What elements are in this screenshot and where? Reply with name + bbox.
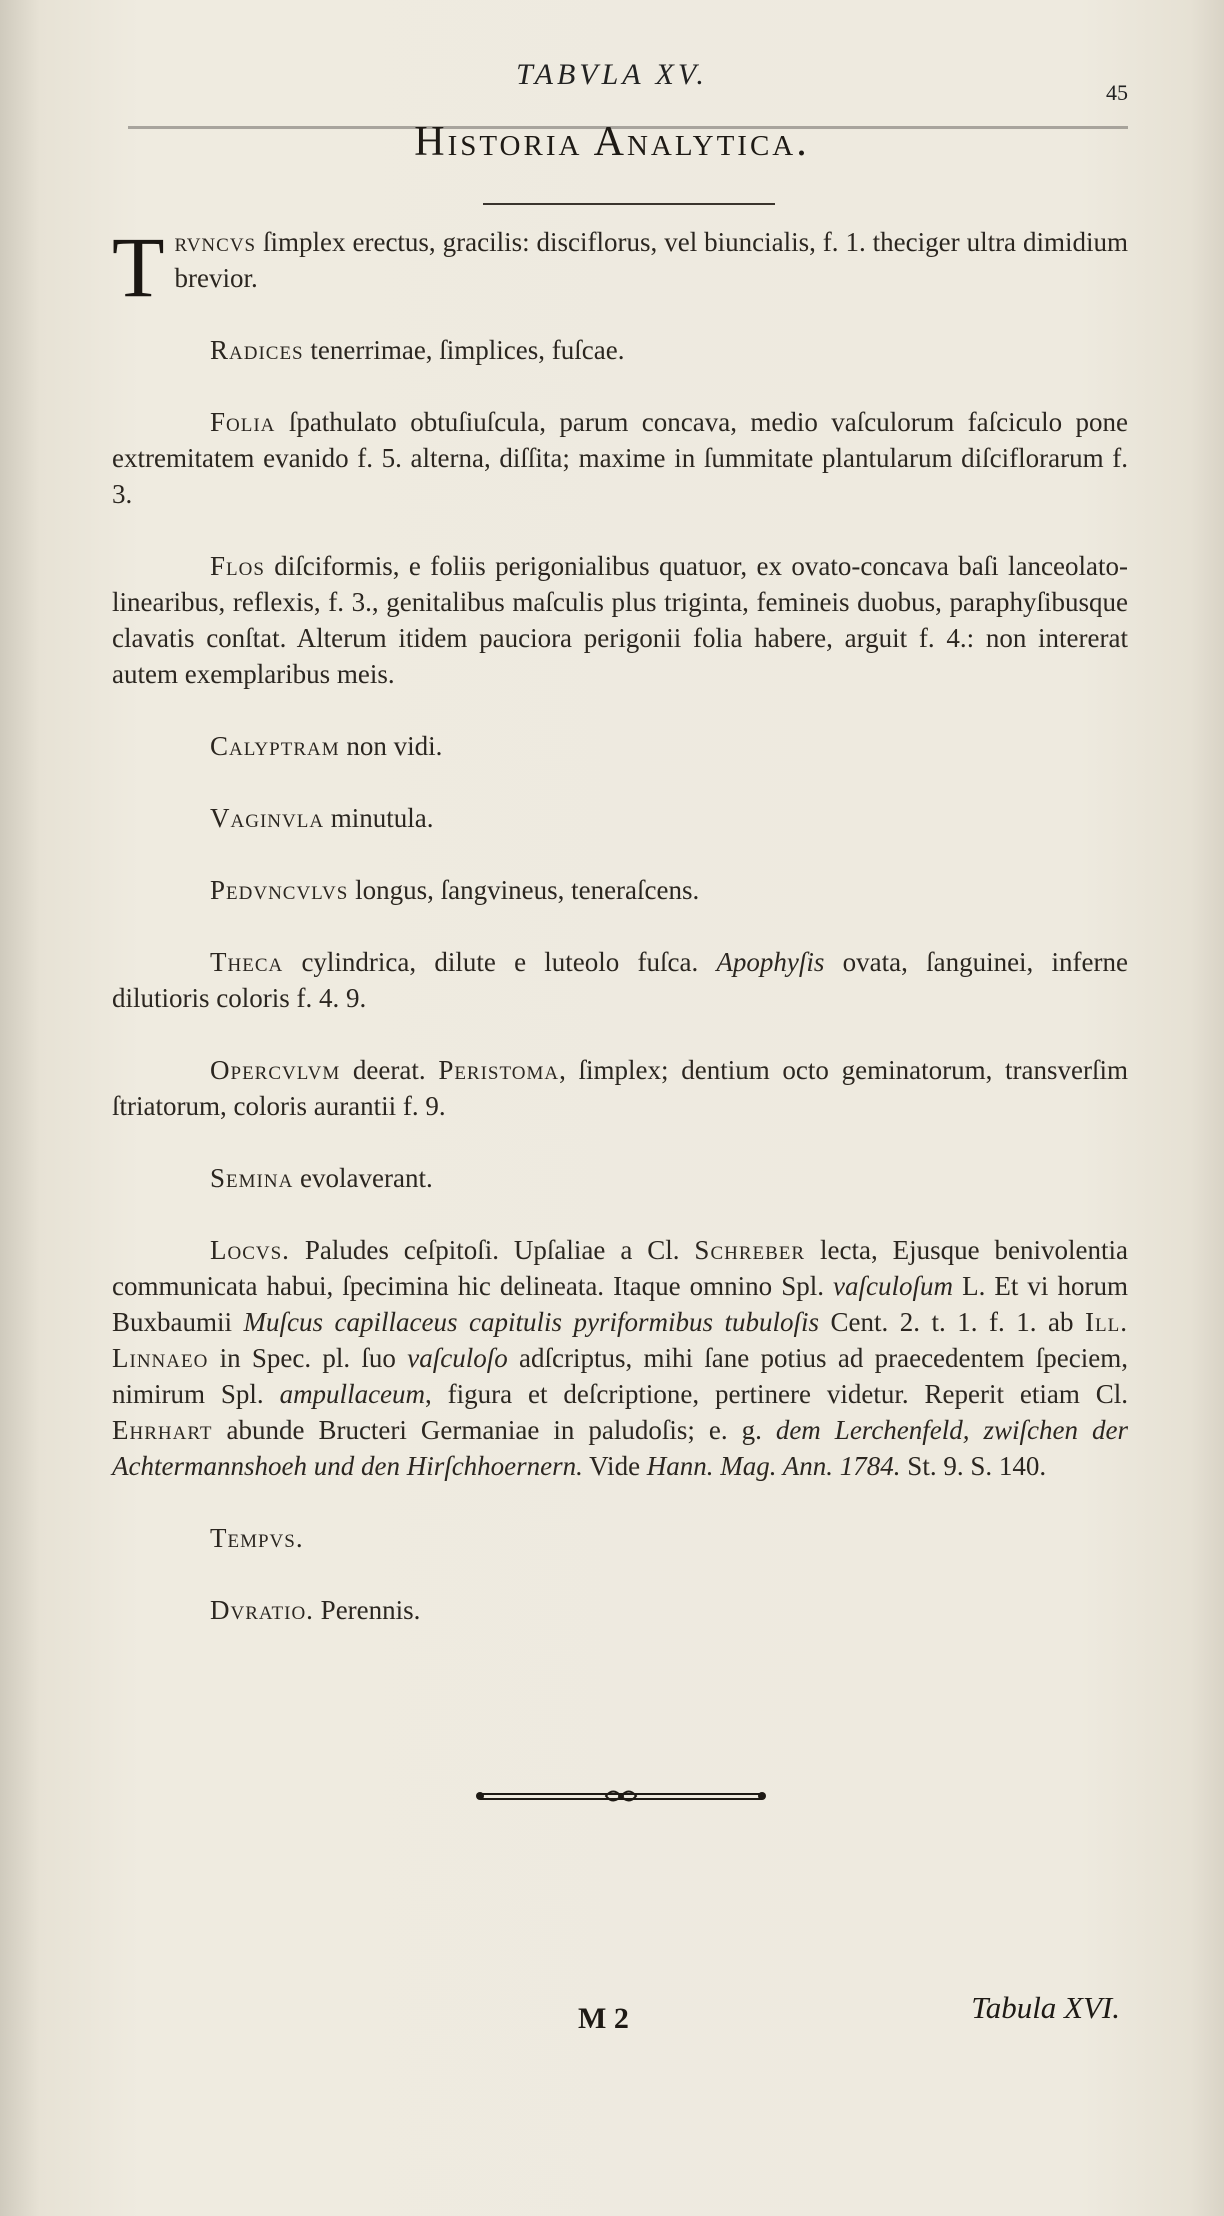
- italic-term: ampullaceum: [279, 1379, 426, 1409]
- lead-word: rvncvs: [174, 227, 257, 257]
- lead-word: Peristoma: [438, 1055, 560, 1085]
- paragraph-text: diſciformis, e foliis perigonialibus quatuor, ex ovato-concava baſi lanceolato-linearibus, reflexis, f. 3., genitalibus maſculis plus triginta, femineis duobus, paraphyſibusque clavatis conſtat. Alterum itidem pauciora perigonii folia habere, arguit f. 4.: non intererat autem exemplaribus meis.: [112, 551, 1128, 689]
- catchword: Tabula XVI.: [971, 1990, 1120, 2025]
- lead-word: Tempvs.: [210, 1523, 304, 1553]
- paragraph-text: , figura et deſcriptione, pertinere videtur. Reperit etiam Cl.: [425, 1379, 1128, 1409]
- page-title: Historia Analytica.: [414, 119, 810, 165]
- italic-term: vaſculoſum: [833, 1271, 954, 1301]
- paragraph-text: minutula.: [324, 803, 434, 833]
- paragraph-text: abunde Bructeri Germaniae in paludoſis; e. g.: [212, 1415, 776, 1445]
- lead-word: Dvratio.: [210, 1595, 314, 1625]
- main-text: [112, 219, 1129, 1664]
- paragraph-text: ovata, ſanguinei, inferne dilutioris coloris f. 4. 9.: [112, 947, 1128, 1013]
- paragraph-calyptram: [112, 728, 1128, 764]
- italic-term: Hann. Mag. Ann. 1784.: [646, 1451, 901, 1481]
- lead-word: Pedvncvlvs: [210, 875, 349, 905]
- page-number: 45: [1106, 80, 1128, 105]
- paragraph-text: cylindrica, dilute e luteolo fuſca.: [283, 947, 717, 977]
- drop-cap: T: [112, 219, 165, 315]
- paragraph-theca: [112, 944, 1128, 1016]
- title-underline: [483, 203, 775, 205]
- lead-word: Theca: [210, 947, 284, 977]
- lead-word: Locvs.: [210, 1235, 290, 1265]
- italic-term: dem Lerchenfeld, zwiſchen der Achtermannshoeh und den Hirſchhoernern.: [112, 1415, 1129, 1481]
- paragraph-pedunculus: [112, 872, 1128, 908]
- paragraph-text: ſpathulato obtuſiuſcula, parum concava, medio vaſculorum faſciculo pone extremitatem evanido f. 5. alterna, diſſita; maxime in ſummitate plantularum diſciflorarum f. 3.: [112, 407, 1128, 509]
- running-head: TABVLA XV.: [516, 58, 708, 91]
- person-name: Schreber: [694, 1235, 806, 1265]
- lead-word: Vaginvla: [210, 803, 325, 833]
- paragraph-folia: [112, 404, 1128, 512]
- paragraph-truncus: [112, 219, 1128, 315]
- paragraph-text: L. Et vi horum Buxbaumii: [112, 1271, 1128, 1337]
- paragraph-duratio: [112, 1592, 1128, 1628]
- lead-word: Radices: [210, 335, 304, 365]
- paragraph-text: Cent. 2. t. 1. f. 1. ab: [819, 1307, 1086, 1337]
- paragraph-tempus: [112, 1520, 1128, 1556]
- lead-word: Opercvlvm: [210, 1055, 341, 1085]
- paragraph-vaginula: [112, 800, 1128, 836]
- lead-word: Semina: [210, 1163, 294, 1193]
- paragraph-text: tenerrimae, ſimplices, fuſcae.: [303, 335, 625, 365]
- lead-word: Flos: [210, 551, 265, 581]
- paragraph-text: in Spec. pl. ſuo: [208, 1343, 408, 1373]
- paragraph-text: Perennis.: [313, 1595, 421, 1625]
- italic-term: Muſcus capillaceus capitulis pyriformibus tubuloſis: [243, 1307, 820, 1337]
- paragraph-text: Paludes ceſpitoſi. Upſaliae a Cl.: [289, 1235, 695, 1265]
- paragraph-operculum: [112, 1052, 1128, 1124]
- person-name: Ill. Linnaeo: [112, 1307, 1128, 1373]
- paragraph-flos: [112, 548, 1128, 692]
- paragraph-text: lecta, Ejusque benivolentia communicata habui, ſpecimina hic delineata. Itaque omnino Spl.: [112, 1235, 1128, 1301]
- italic-term: Apophyſis: [716, 947, 825, 977]
- paragraph-text: non vidi.: [339, 731, 443, 761]
- paragraph-text: adſcriptus, mihi ſane potius ad praecedentem ſpeciem, nimirum Spl.: [112, 1343, 1128, 1409]
- lead-word: Folia: [210, 407, 276, 437]
- tailpiece-ornament: [474, 1784, 768, 1808]
- paragraph-text: deerat.: [340, 1055, 439, 1085]
- paragraph-text: longus, ſangvineus, teneraſcens.: [348, 875, 700, 905]
- paragraph-text: , ſimplex; dentium octo geminatorum, transverſim ſtriatorum, coloris aurantii f. 9.: [112, 1055, 1128, 1121]
- paragraph-text: evolaverant.: [293, 1163, 433, 1193]
- italic-term: vaſculoſo: [407, 1343, 508, 1373]
- paragraph-text: Vide: [582, 1451, 647, 1481]
- lead-word: Calyptram: [210, 731, 340, 761]
- paragraph-text: St. 9. S. 140.: [900, 1451, 1047, 1481]
- signature-mark: M 2: [578, 2002, 629, 2035]
- paragraph-semina: [112, 1160, 1128, 1196]
- paragraph-text: ſimplex erectus, gracilis: disciflorus, vel biuncialis, f. 1. theciger ultra dimidium brevior.: [174, 227, 1128, 293]
- person-name: Ehrhart: [112, 1415, 213, 1445]
- paragraph-locus: [112, 1232, 1128, 1484]
- paragraph-radices: [112, 332, 1128, 368]
